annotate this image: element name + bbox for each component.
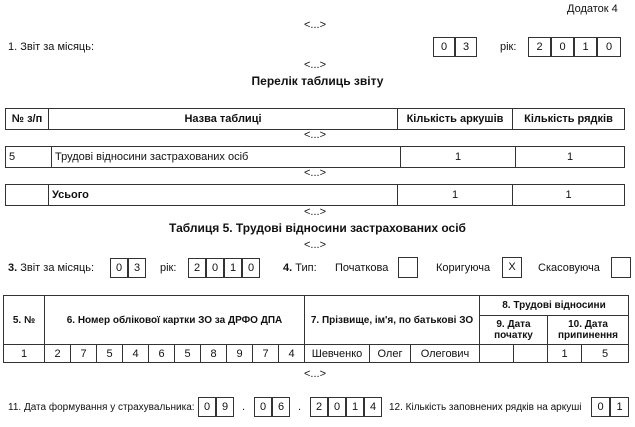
report-month-digit-2: 3 xyxy=(455,37,477,57)
type-label: 4. Тип: xyxy=(283,262,317,274)
table5-title: Таблиця 5. Трудові відносини застрахованих осіб xyxy=(169,221,466,235)
row-first-name: Олег xyxy=(370,345,411,363)
type-corrective-checkbox[interactable]: X xyxy=(502,257,522,278)
ellipsis-5: <...> xyxy=(303,206,327,218)
date-year-digit-4: 4 xyxy=(364,397,382,417)
card-digit-2: 7 xyxy=(71,345,97,363)
date-month-digit-2: 6 xyxy=(272,397,290,417)
report-month-digit-1: 0 xyxy=(433,37,455,57)
rows-count-digit-1: 0 xyxy=(591,397,610,417)
ellipsis-6: <...> xyxy=(303,239,327,251)
table5-month-label: 3. Звіт за місяць: xyxy=(8,262,95,274)
card-digit-6: 5 xyxy=(175,345,201,363)
table5-year-digit-2: 0 xyxy=(206,258,224,278)
total-label: Усього xyxy=(49,185,398,206)
total-sheets: 1 xyxy=(398,185,513,206)
end-digit-2: 5 xyxy=(582,345,629,363)
card-digit-1: 2 xyxy=(45,345,71,363)
card-digit-9: 7 xyxy=(253,345,279,363)
table5-year-label: рік: xyxy=(160,262,177,274)
type-corrective-label: Коригуюча xyxy=(436,262,491,274)
report-year-digit-3: 1 xyxy=(574,37,597,57)
report-year-label: рік: xyxy=(500,41,517,53)
date-dot-2: . xyxy=(298,401,302,413)
date-dot-1: . xyxy=(242,401,246,413)
table5-header-start: 9. Дата початку xyxy=(480,316,548,345)
tables-list-title: Перелік таблиць звіту xyxy=(251,74,384,88)
type-cancel-label: Скасовуюча xyxy=(538,262,600,274)
card-digit-8: 9 xyxy=(227,345,253,363)
rows-count-label: 12. Кількість заповнених рядків на аркуші xyxy=(389,402,582,413)
date-day-digit-2: 9 xyxy=(216,397,234,417)
tables-list-total xyxy=(5,184,625,206)
type-initial-checkbox[interactable] xyxy=(398,257,418,278)
card-digit-7: 8 xyxy=(201,345,227,363)
report-year-digit-2: 0 xyxy=(551,37,574,57)
table5-header-end: 10. Дата припинення xyxy=(548,316,629,345)
card-digit-10: 4 xyxy=(279,345,305,363)
date-year-digit-3: 1 xyxy=(346,397,364,417)
total-rows: 1 xyxy=(513,185,625,206)
table5-header-labor: 8. Трудові відносини xyxy=(480,296,629,316)
card-digit-5: 6 xyxy=(149,345,175,363)
appendix-label: Додаток 4 xyxy=(567,3,618,15)
date-formed-label: 11. Дата формування у страхувальника: xyxy=(8,402,195,413)
ellipsis-3: <...> xyxy=(303,129,327,141)
row-surname: Шевченко xyxy=(305,345,370,363)
rows-count-digit-2: 1 xyxy=(610,397,629,417)
tables-list-row xyxy=(5,146,625,168)
date-day-digit-1: 0 xyxy=(198,397,216,417)
header-rows: Кількість рядків xyxy=(513,109,625,130)
ellipsis-7: <...> xyxy=(303,368,327,380)
table5-month-text: Звіт за місяць: xyxy=(20,262,95,274)
table5-year-digit-3: 1 xyxy=(224,258,242,278)
date-year-digit-1: 2 xyxy=(310,397,328,417)
row-sheets: 1 xyxy=(401,147,516,168)
type-label-text: Тип: xyxy=(295,262,317,274)
table5-month-digit-1: 0 xyxy=(110,258,128,278)
table5-year-digit-4: 0 xyxy=(242,258,260,278)
report-year-digit-1: 2 xyxy=(528,37,551,57)
header-table-name: Назва таблиці xyxy=(49,109,398,130)
ellipsis-1: <...> xyxy=(303,19,327,31)
ellipsis-2: <...> xyxy=(303,59,327,71)
header-num: № з/п xyxy=(6,109,49,130)
total-num-cell xyxy=(6,185,49,206)
report-year-digit-4: 0 xyxy=(597,37,621,57)
table5-month-digit-2: 3 xyxy=(128,258,146,278)
type-cancel-checkbox[interactable] xyxy=(611,257,631,278)
start-digit-2 xyxy=(514,345,548,363)
row-patronymic: Олегович xyxy=(411,345,480,363)
date-month-digit-1: 0 xyxy=(254,397,272,417)
table5-main xyxy=(3,295,629,363)
end-digit-1: 1 xyxy=(548,345,582,363)
card-digit-4: 4 xyxy=(123,345,149,363)
row-num: 5 xyxy=(6,147,52,168)
card-digit-3: 5 xyxy=(97,345,123,363)
type-initial-label: Початкова xyxy=(335,262,389,274)
ellipsis-4: <...> xyxy=(303,167,327,179)
header-sheets: Кількість аркушів xyxy=(398,109,513,130)
row-rows: 1 xyxy=(516,147,625,168)
start-digit-1 xyxy=(480,345,514,363)
table5-header-name: 7. Прізвище, ім'я, по батькові ЗО xyxy=(305,296,480,345)
table5-row-num: 1 xyxy=(4,345,45,363)
tables-list-header xyxy=(5,108,625,130)
report-month-label: 1. Звіт за місяць: xyxy=(8,41,95,53)
table5-header-card: 6. Номер облікової картки ЗО за ДРФО ДПА xyxy=(45,296,305,345)
row-table-name: Трудові відносини застрахованих осіб xyxy=(52,147,401,168)
date-year-digit-2: 0 xyxy=(328,397,346,417)
table5-year-digit-1: 2 xyxy=(188,258,206,278)
table5-header-num: 5. № xyxy=(4,296,45,345)
